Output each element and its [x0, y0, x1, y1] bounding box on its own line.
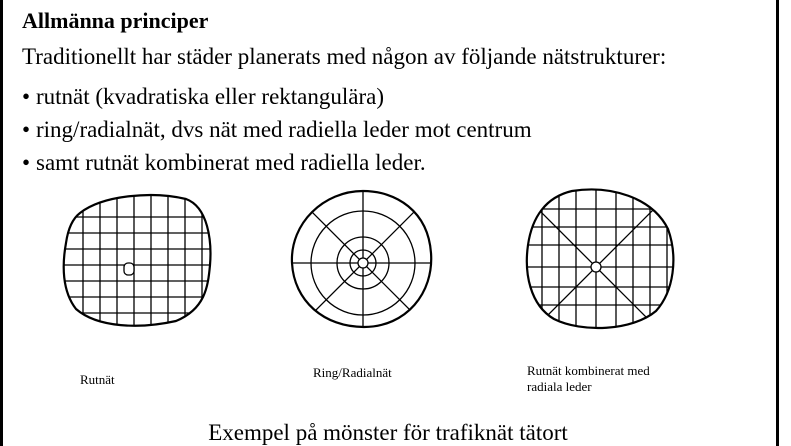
- bullet-list: [22, 80, 532, 179]
- city-boundary: [527, 190, 673, 329]
- caption-grid-network: [80, 372, 115, 388]
- frame-left-border: [0, 0, 3, 446]
- section-heading: Allmänna principer: [22, 8, 209, 33]
- ring-radial-network-diagram: [288, 183, 438, 333]
- bullet-item: [22, 113, 532, 146]
- bullet-dot: •: [22, 117, 31, 142]
- city-center-marker: [358, 258, 368, 268]
- caption-line: Rutnät kombinerat med: [527, 363, 650, 378]
- intro-text: Traditionellt har städer planerats med någon av följande nätstrukturer:: [22, 44, 667, 69]
- figure-caption: Exempel på mönster för trafiknät tätort: [208, 420, 568, 445]
- bullet-text: samt rutnät kombinerat med radiella leder.: [36, 150, 426, 175]
- city-center-marker: [124, 263, 134, 275]
- city-boundary: [64, 195, 211, 326]
- city-center-marker: [591, 262, 601, 272]
- caption-combined-network: [527, 363, 650, 395]
- bullet-dot: •: [22, 84, 31, 109]
- caption-line: Ring/Radialnät: [313, 365, 392, 380]
- bullet-dot: •: [22, 150, 31, 175]
- caption-line: Rutnät: [80, 372, 115, 387]
- caption-line: radiala leder: [527, 379, 592, 394]
- bullet-item: [22, 80, 532, 113]
- frame-right-border: [776, 0, 779, 446]
- combined-network-diagram: [520, 183, 680, 333]
- caption-ring-radial-network: [313, 365, 392, 381]
- bullet-item: [22, 146, 532, 179]
- grid-network-diagram: [58, 183, 218, 333]
- bullet-text: rutnät (kvadratiska eller rektangulära): [36, 84, 385, 109]
- bullet-text: ring/radialnät, dvs nät med radiella leder mot centrum: [36, 117, 532, 142]
